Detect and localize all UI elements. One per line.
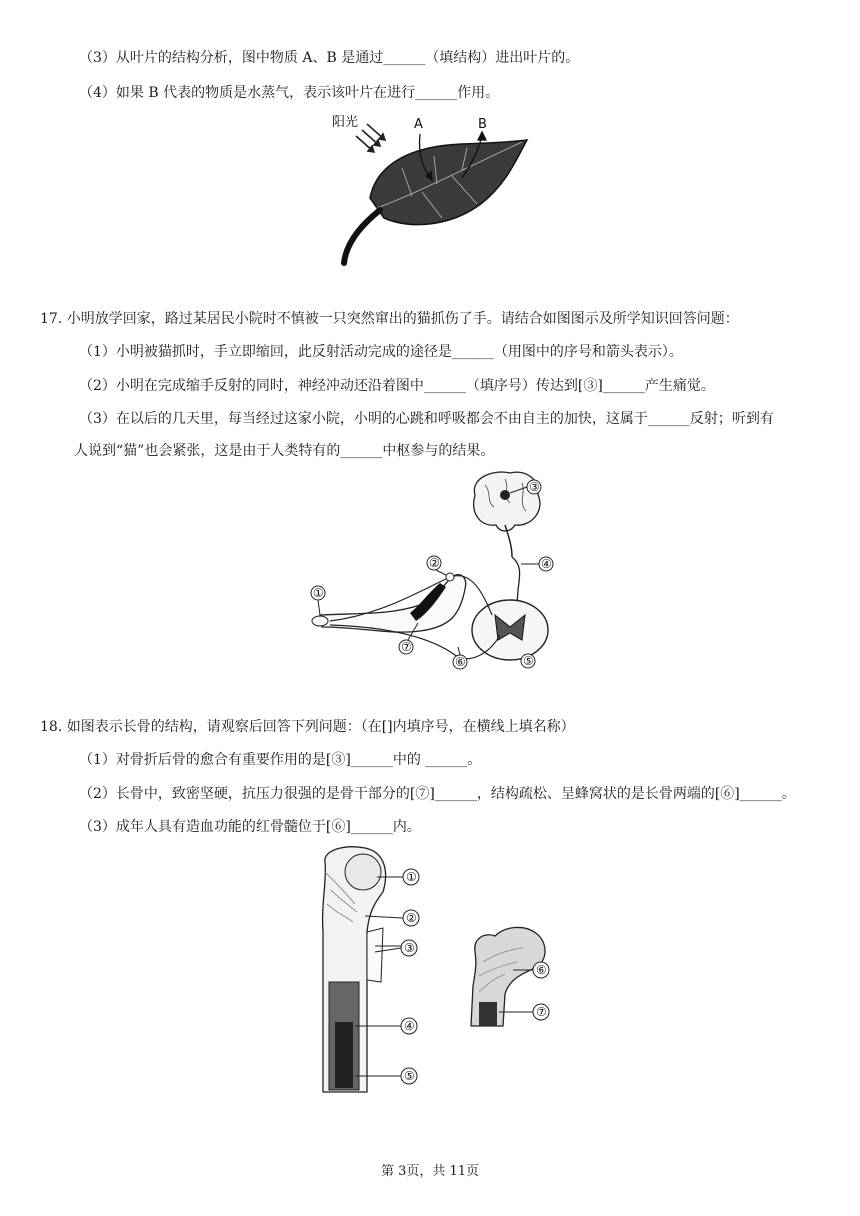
leaf-stem bbox=[344, 210, 380, 263]
q17-stem: 17. 小明放学回家，路过某居民小院时不慎被一只突然窜出的猫抓伤了手。请结合如图图示及所学知识回答问题： bbox=[40, 311, 739, 327]
q17-subquestion-3b: 人说到“猫”也会紧张，这是由于人类特有的______中枢参与的结果。 bbox=[74, 443, 495, 459]
long-bone-figure bbox=[305, 842, 425, 1100]
q16-subquestion-4: （4）如果 B 代表的物质是水蒸气，表示该叶片在进行______作用。 bbox=[79, 85, 500, 101]
bone-label-4: ④ bbox=[404, 1019, 415, 1033]
bone-section-figure bbox=[465, 922, 560, 1030]
q18-subquestion-1: （1）对骨折后骨的愈合有重要作用的是[③]______中的 ______。 bbox=[79, 752, 482, 768]
label-b: B bbox=[478, 117, 487, 132]
q17-subquestion-3a: （3）在以后的几天里，每当经过这家小院，小明的心跳和呼吸都会不由自主的加快，这属于______反射；听到有 bbox=[79, 411, 774, 427]
q17-subquestion-2: （2）小明在完成缩手反射的同时，神经冲动还沿着图中______（填序号）传达到[③]______产生痛觉。 bbox=[79, 378, 715, 394]
q17-subquestion-1: （1）小明被猫抓时，手立即缩回，此反射活动完成的途径是______（用图中的序号和箭头表示）。 bbox=[79, 344, 683, 360]
reflex-arc-figure bbox=[300, 465, 565, 680]
q16-subquestion-3: （3）从叶片的结构分析，图中物质 A、B 是通过______（填结构）进出叶片的。 bbox=[79, 50, 580, 66]
arm-icon bbox=[312, 575, 466, 632]
leaf-figure bbox=[322, 108, 532, 268]
sunlight-arrows-icon bbox=[356, 124, 385, 152]
q18-stem: 18. 如图表示长骨的结构，请观察后回答下列问题：（在[]内填序号，在横线上填名称） bbox=[40, 719, 575, 735]
label-7: ⑦ bbox=[401, 640, 412, 654]
long-bone-icon bbox=[323, 847, 386, 1092]
bone-label-1: ① bbox=[406, 870, 417, 884]
label-5: ⑤ bbox=[523, 654, 534, 668]
bone-label-3: ③ bbox=[404, 941, 415, 955]
q18-subquestion-2: （2）长骨中，致密坚硬，抗压力很强的是骨干部分的[⑦]______，结构疏松、呈蜂窝状的是长骨两端的[⑥]______。 bbox=[79, 786, 796, 802]
label-2: ② bbox=[429, 556, 440, 570]
label-6: ⑥ bbox=[455, 655, 466, 669]
label-3: ③ bbox=[529, 480, 540, 494]
page-footer: 第 3页，共 11页 bbox=[380, 1164, 480, 1179]
q18-subquestion-3: （3）成年人具有造血功能的红骨髓位于[⑥]______内。 bbox=[79, 819, 421, 835]
bone-label-2: ② bbox=[406, 911, 417, 925]
label-1: ① bbox=[313, 586, 324, 600]
bone-label-5: ⑤ bbox=[404, 1069, 415, 1083]
bone-label-6: ⑥ bbox=[536, 963, 547, 977]
label-a: A bbox=[414, 117, 423, 132]
spinal-cord-section bbox=[472, 600, 548, 660]
sun-label: 阳光 bbox=[332, 115, 359, 130]
label-4: ④ bbox=[541, 557, 552, 571]
leaf-blade bbox=[370, 140, 527, 225]
bone-label-7: ⑦ bbox=[536, 1005, 547, 1019]
